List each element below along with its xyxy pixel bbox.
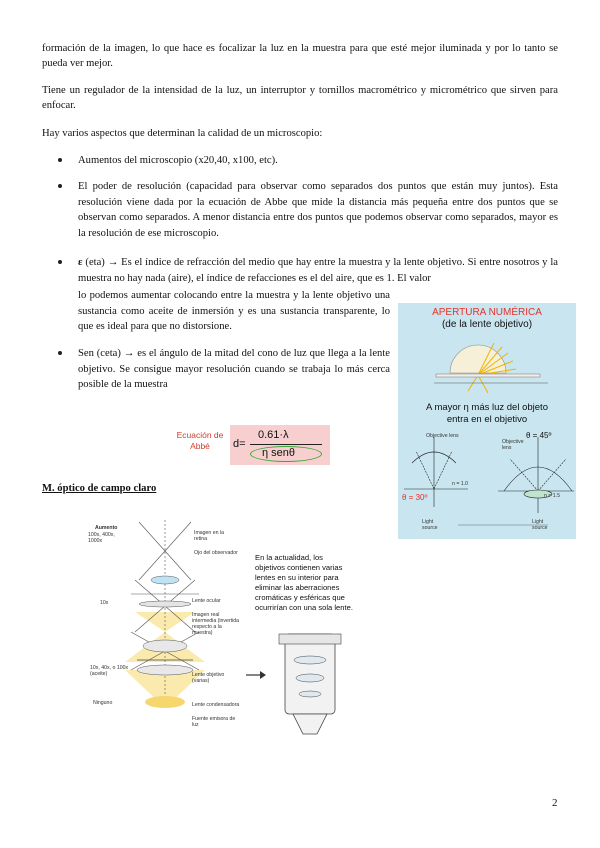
label-ninguno: Ninguno — [93, 700, 113, 706]
page-number: 2 — [552, 797, 558, 809]
objectives-note: En la actualidad, los objetivos contienen varias lentes en su interior para eliminar las aberraciones cromáticas y esféricas que ocurrirían con una sola lente. — [255, 553, 353, 612]
eye-lens — [151, 576, 179, 584]
label-imagen-retina: Imagen en la retina — [194, 530, 224, 542]
eta-symbol: ε — [78, 257, 83, 268]
label-aumento-vals: 100x, 400x, 1000x — [88, 532, 115, 544]
bullet-eta — [78, 255, 558, 286]
bullet-seno — [78, 346, 390, 393]
bullet-aumentos — [78, 153, 558, 169]
label-imagen-virtual: Imagen real intermedia (invertida respecto a la muestra) — [192, 612, 239, 636]
ocular-lens — [139, 601, 191, 607]
aperture-title: APERTURA NUMÉRICA — [432, 307, 542, 318]
objective-tip — [293, 714, 327, 734]
abbe-label-line2: Abbé — [190, 441, 210, 451]
abbe-fraction-bar — [250, 444, 322, 445]
paragraph-aspects: Hay varios aspectos que determinan la calidad de un microscopio: — [42, 128, 323, 139]
label-condensador: Lente condensadora — [192, 702, 240, 708]
label-objective-left: Objective lens — [426, 433, 459, 439]
bullet-dot — [58, 351, 62, 355]
abbe-denominator: η senθ — [262, 447, 296, 459]
bullet-text: El poder de resolución (capacidad para observar como separados dos puntos que están muy juntos). Esta resolución viene dada por la ecuación de Abbe que mide la distancia más pequeña entre dos puntos que se observan como separados. A menor distancia entre dos puntos que podemos observar como separados, mayor es la resolución de ese microscopio. — [78, 181, 558, 239]
objective-thread — [279, 634, 341, 644]
bullet-dot — [58, 260, 62, 264]
objective-dome — [450, 345, 506, 373]
slide — [436, 374, 540, 377]
intro-paragraph: formación de la imagen, lo que hace es focalizar la luz en la muestra para que esté mejor iluminada y por lo tanto se pueda ver mejor. — [42, 43, 558, 69]
aperture-subtitle: (de la lente objetivo) — [441, 319, 533, 330]
bullet-text: Sen (ceta) → es el ángulo de la mitad del cono de luz que llega a la lente objetivo. Se consigue mayor resolución cuando se trabaja lo más cerca posible de la muestra — [78, 348, 390, 390]
bullet-text: (eta) → Es el índice de refracción del medio que hay entre la muestra y la lente objetivo. Si entre nosotros y la muestra no hay nada (aire), el índice de refacciones es el del aire, que es 1. El valor — [78, 257, 558, 284]
label-light-right: Light source — [532, 519, 548, 531]
abbe-lhs: d= — [233, 438, 246, 450]
label-lente-objetivo: Lente objetivo (varias) — [192, 672, 225, 684]
abbe-label — [170, 430, 230, 452]
section-title: M. óptico de campo claro — [42, 483, 157, 494]
aperture-panel — [398, 303, 576, 539]
arrow-icon — [246, 670, 266, 680]
bullet-text: Aumentos del microscopio (x20,40, x100, etc). — [78, 155, 278, 166]
label-fuente: Fuente emisora de luz — [192, 716, 236, 728]
aperture-caption-line1: A mayor η más luz del objeto — [426, 402, 548, 413]
abbe-equation-box — [230, 425, 330, 465]
paragraph-regulator: Tiene un regulador de la intensidad de la luz, un interruptor y tornillos macrométrico y micrométrico que sirven para enfocar. — [42, 85, 558, 111]
aperture-top-illustration — [398, 333, 576, 403]
condenser-lens — [137, 665, 193, 675]
label-light-left: Light source — [422, 519, 438, 531]
objective-lens — [143, 640, 187, 652]
label-objective-right: Objective lens — [502, 439, 524, 451]
label-10-40: 10x, 40x, o 100x (aceite) — [90, 665, 129, 677]
bullet-eta-continued: lo podemos aumentar colocando entre la muestra y la lente objetivo una sustancia como aceite de inmersión y es una sustancia transparente, lo que es ideal para que no distorsione. — [78, 290, 390, 332]
light-source — [145, 696, 185, 708]
theta-left: θ = 30º — [402, 493, 428, 502]
label-ojo: Ojo del observador — [194, 550, 238, 556]
label-aumento: Aumento — [95, 525, 118, 531]
label-n-right: n = 1.5 — [544, 493, 561, 499]
abbe-label-line1: Ecuación de — [176, 430, 224, 440]
bullet-resolucion — [78, 179, 558, 241]
label-10x: 10x — [100, 600, 109, 606]
label-lente-ocular: Lente ocular — [192, 598, 221, 604]
label-n-left: n = 1.0 — [452, 481, 469, 487]
theta-right: θ = 45º — [526, 431, 552, 440]
bullet-dot — [58, 158, 62, 162]
bullet-dot — [58, 184, 62, 188]
aperture-caption-line2: entra en el objetivo — [446, 414, 528, 425]
abbe-numerator: 0.61·λ — [258, 429, 289, 441]
objective-cross-section — [275, 630, 345, 740]
